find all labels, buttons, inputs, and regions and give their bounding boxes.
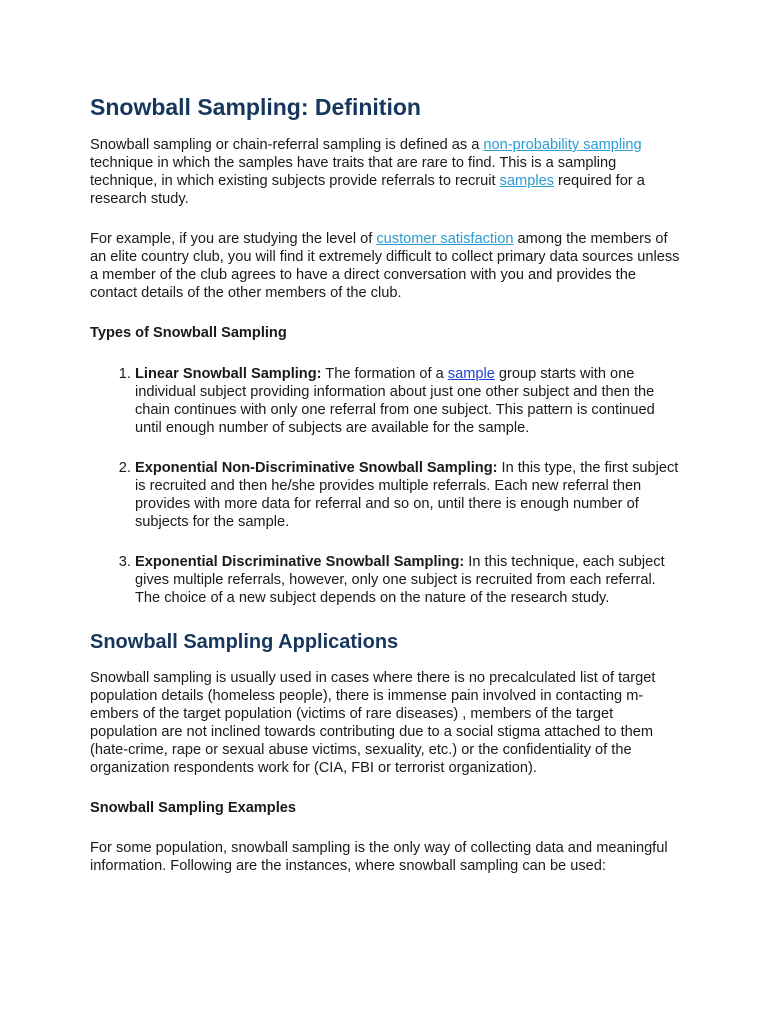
list-item-label: Linear Snowball Sampling: xyxy=(135,366,322,382)
example-paragraph xyxy=(90,230,680,302)
samples-link[interactable]: samples xyxy=(499,173,554,189)
list-item-text: In this type, the first subject is recruited and then he/she provides multiple referrals. Each new referral then provides with more data for referral and so on, until there is enough number of subjects for the sample. xyxy=(135,460,679,530)
example-text-1: For example, if you are studying the level of xyxy=(90,231,377,247)
customer-satisfaction-link[interactable]: customer satisfaction xyxy=(376,231,514,247)
applications-paragraph: Snowball sampling is usually used in cases where there is no precalculated list of target population details (homeless people), there is immense pain involved in contacting m-embers of the target population (victims of rare diseases) , members of the target population are not inclined towards contributing due to a social stigma attached to them (hate-crime, rape or sexual abuse victims, sexuality, etc.) or the confidentiality of the organization respondents work for (CIA, FBI or terrorist organization). xyxy=(90,670,656,776)
example-text-2: among the members of an elite country club, you will find it extremely difficult to collect primary data sources unless a member of the club agrees to have a direct conversation with you and provides the contact details of the other members of the club. xyxy=(90,231,680,301)
examples-paragraph: For some population, snowball sampling is the only way of collecting data and meaningful information. Following are the instances, where snowball sampling can be used: xyxy=(90,840,668,874)
list-item-label: Exponential Non-Discriminative Snowball Sampling: xyxy=(135,460,498,476)
types-heading: Types of Snowball Sampling xyxy=(90,325,287,341)
types-list xyxy=(90,365,680,607)
intro-paragraph xyxy=(90,136,680,208)
list-item-text: The formation of a xyxy=(321,366,448,382)
list-item-text: group starts with one individual subject providing information about just one other subject and then the chain continues with only one referral from one subject. This pattern is continued until enough number of subjects are available for the sample. xyxy=(135,366,655,436)
sample-link[interactable]: sample xyxy=(447,366,495,382)
list-item-exponential-non-discriminative xyxy=(135,459,680,531)
list-item-text: In this technique, each subject gives multiple referrals, however, only one subject is recruited from each referral. The choice of a new subject depends on the nature of the research study. xyxy=(135,554,665,606)
intro-text-2: technique in which the samples have traits that are rare to find. This is a sampling technique, in which existing subjects provide referrals to recruit xyxy=(90,155,617,189)
intro-text-1: Snowball sampling or chain-referral sampling is defined as a xyxy=(90,137,484,153)
page-title: Snowball Sampling: Definition xyxy=(90,94,421,120)
list-item-linear xyxy=(135,365,680,437)
examples-heading: Snowball Sampling Examples xyxy=(90,800,296,816)
applications-heading: Snowball Sampling Applications xyxy=(90,631,399,653)
list-item-exponential-discriminative xyxy=(135,553,680,607)
intro-text-3: required for a research study. xyxy=(90,173,645,207)
list-item-label: Exponential Discriminative Snowball Sampling: xyxy=(135,554,465,570)
non-probability-sampling-link[interactable]: non-probability sampling xyxy=(483,137,642,153)
